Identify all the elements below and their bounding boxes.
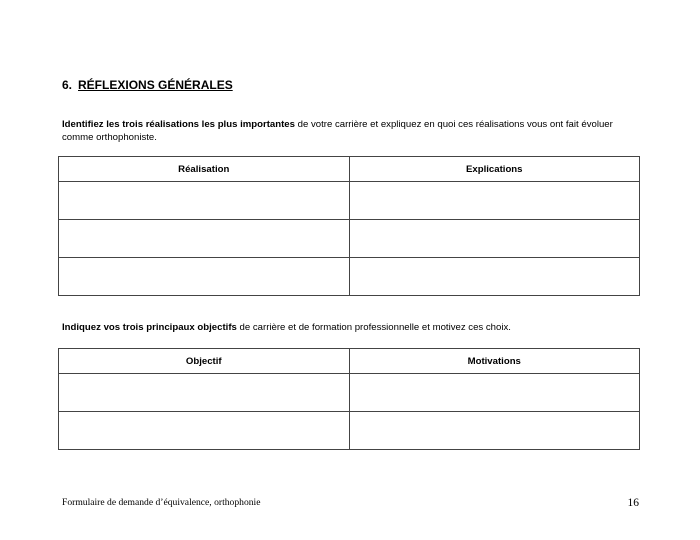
table-row [59, 412, 640, 450]
realisation-cell[interactable] [59, 220, 350, 258]
realisations-instruction [62, 118, 640, 144]
objectifs-instruction [62, 321, 640, 334]
objectifs-table [58, 348, 640, 450]
explication-cell[interactable] [349, 258, 640, 296]
table-row [59, 258, 640, 296]
realisations-instruction-bold: Identifiez les trois réalisations les plus importantes [62, 119, 295, 130]
objectif-cell[interactable] [59, 374, 350, 412]
section-number: 6. [62, 78, 73, 92]
objectifs-instruction-text: de carrière et de formation professionnelle et motivez ces choix. [236, 322, 511, 333]
realisation-cell[interactable] [59, 258, 350, 296]
explication-cell[interactable] [349, 220, 640, 258]
objectifs-instruction-bold: Indiquez vos trois principaux objectifs [62, 322, 237, 333]
column-header-objectif: Objectif [59, 349, 350, 374]
motivation-cell[interactable] [349, 412, 640, 450]
motivation-cell[interactable] [349, 374, 640, 412]
column-header-motivations: Motivations [349, 349, 640, 374]
column-header-explications: Explications [349, 157, 640, 182]
column-header-realisation: Réalisation [59, 157, 350, 182]
section-heading [62, 78, 233, 92]
table-row [59, 374, 640, 412]
realisations-table [58, 156, 640, 296]
explication-cell[interactable] [349, 182, 640, 220]
table-row [59, 220, 640, 258]
table-row [59, 182, 640, 220]
realisation-cell[interactable] [59, 182, 350, 220]
table-header-row [59, 157, 640, 182]
footer-page-number: 16 [627, 497, 639, 509]
footer-form-name: Formulaire de demande d’équivalence, orthophonie [62, 497, 261, 508]
objectif-cell[interactable] [59, 412, 350, 450]
table-header-row [59, 349, 640, 374]
realisations-instruction-text: de votre carrière et expliquez en quoi ces réalisations vous ont fait évoluer comme orthophoniste. [62, 119, 613, 143]
section-title: RÉFLEXIONS GÉNÉRALES [78, 78, 233, 92]
